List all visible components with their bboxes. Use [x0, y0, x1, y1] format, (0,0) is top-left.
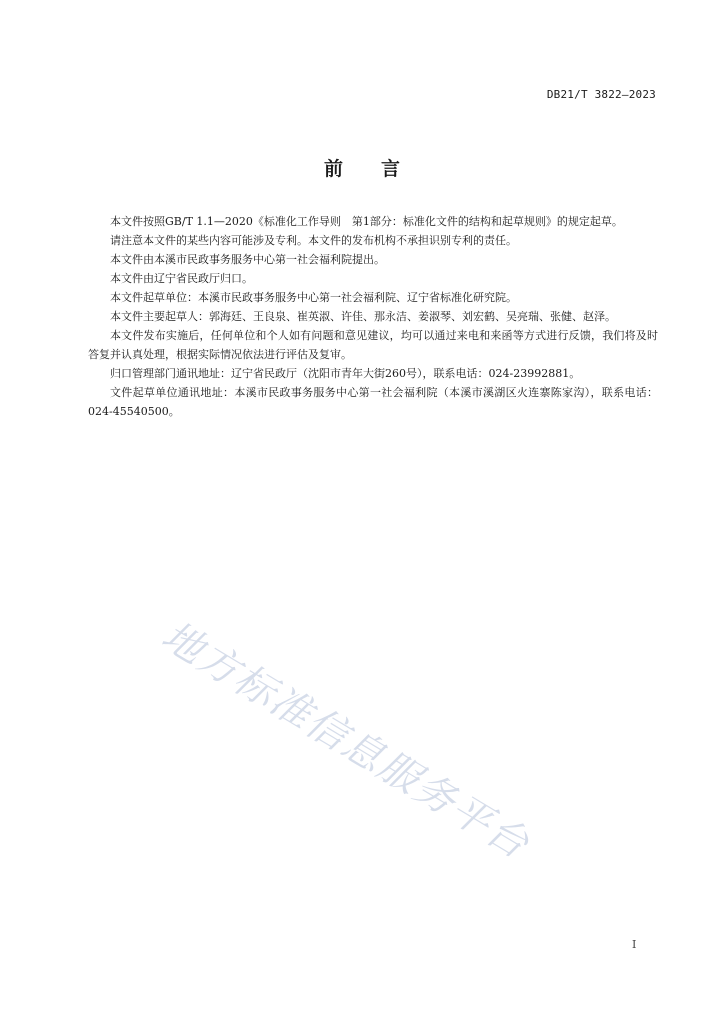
paragraph-drafter-address: 文件起草单位通讯地址：本溪市民政事务服务中心第一社会福利院（本溪市溪湖区火连寨陈家沟），联系电话：024-45540500。 [88, 386, 658, 418]
page-number: I [632, 938, 637, 951]
paragraph-proposer: 本文件由本溪市民政事务服务中心第一社会福利院提出。 [110, 253, 385, 266]
paragraph-drafting-units: 本文件起草单位：本溪市民政事务服务中心第一社会福利院、辽宁省标准化研究院。 [110, 291, 517, 304]
paragraph-feedback: 本文件发布实施后，任何单位和个人如有问题和意见建议，均可以通过来电和来函等方式进行反馈，我们将及时答复并认真处理，根据实际情况依法进行评估及复审。 [88, 329, 658, 361]
paragraph-patent-notice: 请注意本文件的某些内容可能涉及专利。本文件的发布机构不承担识别专利的责任。 [110, 234, 517, 247]
watermark: 地方标准信息服务平台 [153, 612, 538, 869]
paragraph-drafting-rules: 本文件按照GB/T 1.1—2020《标准化工作导则 第1部分：标准化文件的结构和起草规则》的规定起草。 [110, 215, 623, 228]
foreword-body [88, 212, 658, 421]
paragraph-drafters: 本文件主要起草人：郭海廷、王良泉、崔英淑、许佳、那永洁、姜淑琴、刘宏鹤、吴亮瑞、张健、赵泽。 [110, 310, 616, 323]
paragraph-admin-address: 归口管理部门通讯地址：辽宁省民政厅（沈阳市青年大街260号），联系电话：024-23992881。 [110, 367, 581, 380]
paragraph-administrator: 本文件由辽宁省民政厅归口。 [110, 272, 253, 285]
document-code: DB21/T 3822—2023 [546, 88, 656, 101]
page-title: 前言 [323, 158, 438, 180]
